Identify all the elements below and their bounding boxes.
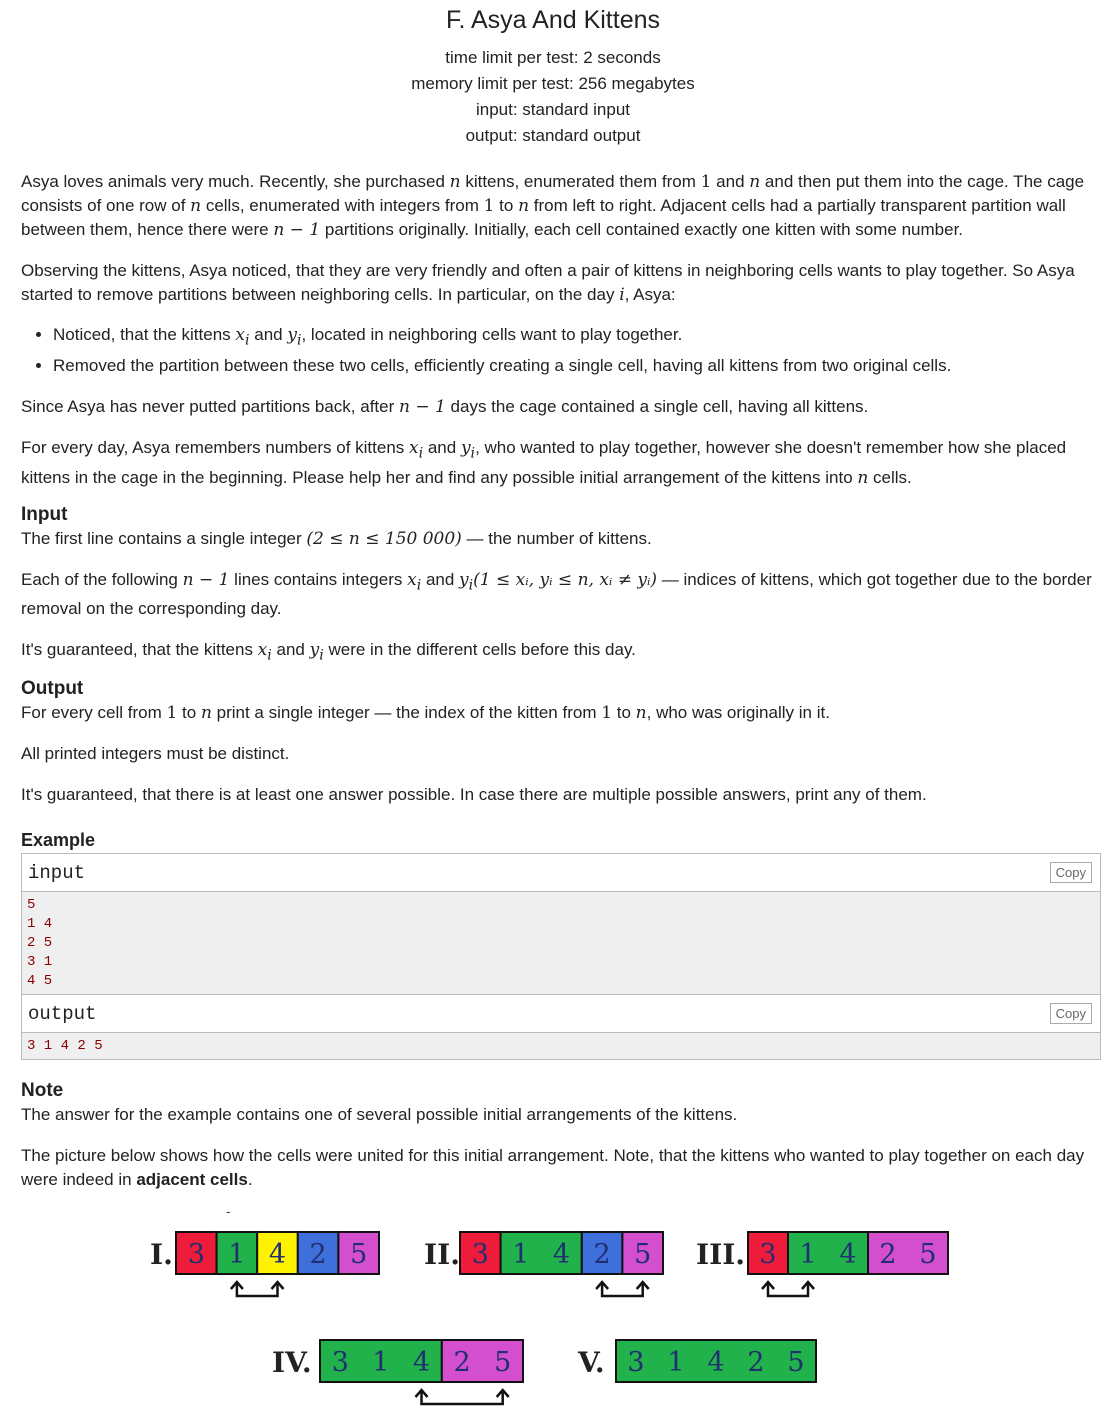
kitten-number: 1 xyxy=(512,1239,530,1270)
list-item: • Noticed, that the kittens $x_i$ and $y_i$, located in neighboring cells want to play together. xyxy=(53,322,1097,353)
kitten-number: 2 xyxy=(453,1347,471,1378)
kitten-number: 2 xyxy=(879,1239,897,1270)
merge-illustration xyxy=(0,4,1106,1416)
input-paragraph-3: It's guaranteed, that the kittens $x_i$ and $y_i$ were in the different cells before this day. xyxy=(21,640,636,664)
statement-paragraph-3: Since Asya has never putted partitions back, after n − 1 days the cage contained a single cell, having all kittens. xyxy=(21,397,869,418)
note-paragraph-2: The picture below shows how the cells were united for this initial arrangement. Note, that the kittens who wanted to play together on each day were indeed in adjacent cells. xyxy=(21,1146,1085,1189)
kitten-number: 4 xyxy=(552,1239,571,1270)
kitten-number: 2 xyxy=(309,1239,327,1270)
sample-output-text: 3 1 4 2 5 xyxy=(22,1033,1100,1059)
input-paragraph-2: Each of the following n − 1 lines contains integers $x_i$ and $y_i(1$ ≤ xᵢ, yᵢ ≤ n, xᵢ ≠ yᵢ) — indices of kittens, which got together due to the border removal on the corresponding day. xyxy=(21,570,1092,619)
note-paragraph-1: The answer for the example contains one of several possible initial arrangements of the kittens. xyxy=(21,1105,738,1124)
merge-stage-4 xyxy=(272,1340,523,1404)
kitten-number: 3 xyxy=(471,1239,489,1270)
input-section-title: Input xyxy=(21,504,68,525)
sample-input-label: input xyxy=(28,862,86,884)
merge-stage-5 xyxy=(577,1340,816,1382)
copy-output-button[interactable]: Copy xyxy=(1050,1003,1092,1024)
output-paragraph-3: It's guaranteed, that there is at least one answer possible. In case there are multiple possible answers, print any of them. xyxy=(21,785,927,804)
kitten-number: 1 xyxy=(372,1347,390,1378)
output-paragraph-2: All printed integers must be distinct. xyxy=(21,744,290,763)
time-limit: time limit per test: 2 seconds xyxy=(445,48,661,67)
stage-label: V. xyxy=(578,1346,605,1379)
output-section-title: Output xyxy=(21,678,84,699)
kitten-number: 5 xyxy=(494,1347,512,1378)
note-title: Note xyxy=(21,1080,64,1101)
merge-stage-1 xyxy=(150,1232,379,1296)
kitten-number: 5 xyxy=(787,1347,805,1378)
stage-label: IV. xyxy=(272,1346,312,1379)
kitten-number: 2 xyxy=(747,1347,765,1378)
kitten-number: 1 xyxy=(667,1347,685,1378)
kitten-number: 5 xyxy=(634,1239,652,1270)
connector-arrow xyxy=(602,1282,643,1296)
statement-paragraph-4: For every day, Asya remembers numbers of kittens $x_i$ and $y_i$, who wanted to play together, however she doesn't remember how she placed kittens in the cage in the beginning. Please help her and find any possible initial arrangement of the kittens into n cells. xyxy=(21,438,1067,488)
input-spec: input: standard input xyxy=(475,100,631,119)
statement-paragraph-2: Observing the kittens, Asya noticed, that they are very friendly and often a pair of kittens in neighboring cells wants to play together. So Asya started to remove partitions between neighboring cells. In particular, on the day i, Asya: xyxy=(21,261,1075,305)
input-paragraph-1: The first line contains a single integer (2 ≤ n ≤ 150 000) — the number of kittens. xyxy=(21,529,652,549)
kitten-number: 4 xyxy=(707,1347,725,1378)
kitten-number: 3 xyxy=(627,1347,645,1378)
kitten-number: 5 xyxy=(350,1239,368,1270)
stray-dash: - xyxy=(226,1203,231,1219)
kitten-number: 3 xyxy=(331,1347,349,1378)
sample-output-label: output xyxy=(28,1003,97,1025)
example-heading: Example xyxy=(21,830,96,850)
kitten-number: 2 xyxy=(593,1239,611,1270)
copy-input-button[interactable]: Copy xyxy=(1050,862,1092,883)
problem-title: F. Asya And Kittens xyxy=(445,6,660,34)
kitten-number: 3 xyxy=(759,1239,777,1270)
statement-paragraph-1: Asya loves animals very much. Recently, she purchased n kittens, enumerated them from 1 and n and then put them into the cage. The cage consists of one row of n cells, enumerated with integers from 1 to n from left to right. Adjacent cells had a partially transparent partition wall between them, hence there were n − 1 partitions originally. Initially, each cell contained exactly one kitten with some number. xyxy=(21,172,1085,240)
connector-arrow xyxy=(422,1390,503,1404)
kitten-number: 5 xyxy=(919,1239,937,1270)
connector-arrow xyxy=(237,1282,278,1296)
kitten-number: 1 xyxy=(799,1239,817,1270)
kitten-number: 4 xyxy=(839,1239,857,1270)
kitten-number: 4 xyxy=(412,1347,431,1378)
output-spec: output: standard output xyxy=(465,126,641,145)
stage-label: III. xyxy=(696,1238,746,1271)
stage-label: II. xyxy=(424,1238,460,1271)
merge-stage-3 xyxy=(696,1232,948,1296)
kitten-number: 1 xyxy=(228,1239,246,1270)
kitten-number: 4 xyxy=(268,1239,287,1270)
memory-limit: memory limit per test: 256 megabytes xyxy=(411,74,695,93)
stage-label: I. xyxy=(150,1238,173,1271)
kitten-number: 3 xyxy=(187,1239,205,1270)
merge-stage-2 xyxy=(424,1232,663,1296)
output-paragraph-1: For every cell from 1 to n print a single integer — the index of the kitten from 1 to n, who was originally in it. xyxy=(21,703,830,723)
list-item: • Removed the partition between these two cells, efficiently creating a single cell, having all kittens from two original cells. xyxy=(53,353,1097,379)
sample-input-text: 5 1 4 2 5 3 1 4 5 xyxy=(22,892,1100,995)
